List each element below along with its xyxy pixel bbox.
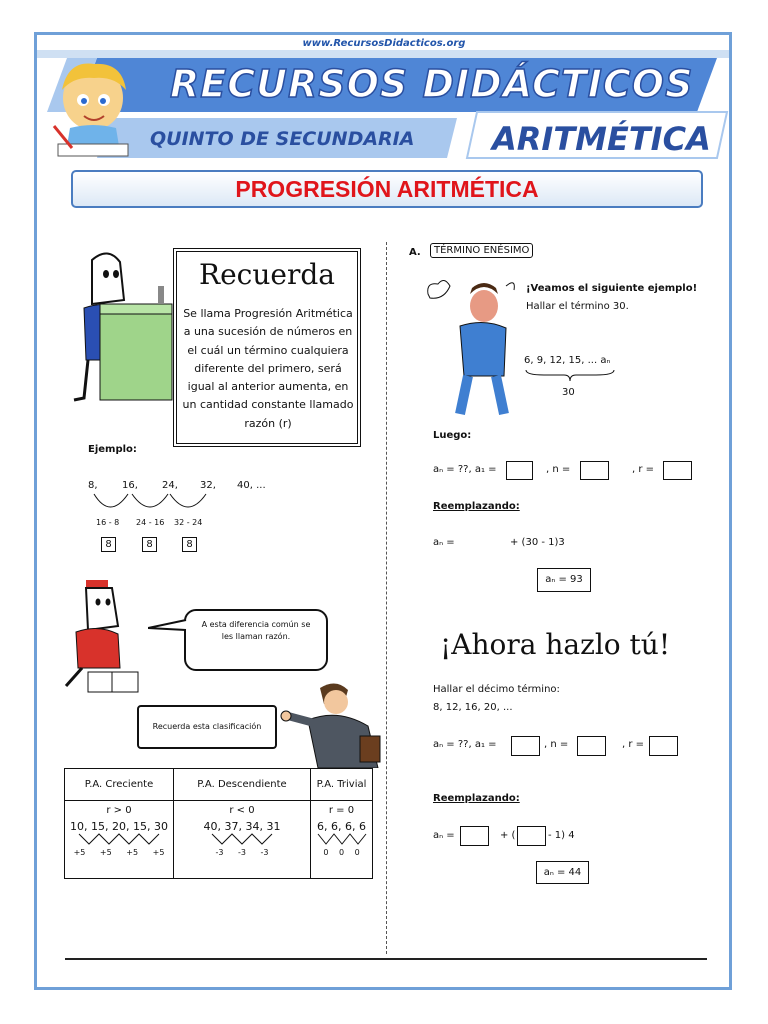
speech-bubble-clasificacion: Recuerda esta clasificación	[137, 705, 277, 749]
formula2-mid: + (	[500, 830, 516, 841]
task2-line1: Hallar el décimo término:	[433, 684, 560, 695]
seq-term: 8,	[88, 480, 98, 491]
formula1-right: + (30 - 1)3	[510, 537, 565, 548]
banner-title: RECURSOS DIDÁCTICOS	[170, 62, 694, 106]
n-answer-box-2[interactable]	[577, 736, 606, 756]
result2-box: aₙ = 44	[536, 861, 589, 884]
topic-banner	[71, 170, 703, 208]
condition-text: r = 0	[328, 805, 355, 816]
presenter-illustration	[62, 248, 174, 404]
site-url[interactable]: www.RecursosDidacticos.org	[302, 38, 466, 49]
seq-term: 32,	[200, 480, 216, 491]
step-values: +5 +5 +5 +5	[73, 848, 165, 857]
result1-box: aₙ = 93	[537, 568, 591, 592]
example-count: 30	[562, 387, 575, 398]
task2-n: , n =	[544, 739, 569, 750]
reemplazando-label: Reemplazando:	[433, 501, 520, 512]
recuerda-definition: Se llama Progresión Aritmética a una sucesión de números en el cuál un término cualquiera diferente del primero, será igual al anterior aumenta, en un cantidad constante llamado razón (r)	[182, 307, 354, 430]
bubble-tail	[148, 618, 188, 634]
brace	[524, 368, 616, 382]
topic-title: PROGRESIÓN ARITMÉTICA	[235, 176, 539, 202]
task2-line2: 8, 12, 16, 20, ...	[433, 702, 513, 713]
step-values: -3 -3 -3	[215, 848, 269, 857]
luego-an: aₙ = ??, a₁ =	[433, 464, 497, 475]
example-intro: ¡Veamos el siguiente ejemplo!	[526, 283, 698, 294]
table-header-trivial: P.A. Trivial	[311, 769, 373, 801]
table-cell-creciente	[65, 801, 174, 879]
formula1-left: aₙ =	[433, 537, 455, 548]
n-answer-box[interactable]	[580, 461, 609, 480]
column-divider	[386, 242, 388, 954]
section-title: TÉRMINO ENÉSIMO	[430, 243, 533, 258]
a1-answer-box-2[interactable]	[511, 736, 540, 756]
diff-expression: 32 - 24	[174, 518, 203, 527]
grade-label: QUINTO DE SECUNDARIA	[150, 128, 415, 150]
luego-label: Luego:	[433, 430, 472, 441]
subject-label: ARITMÉTICA	[492, 120, 711, 158]
luego-n: , n =	[546, 464, 571, 475]
difference-arcs	[88, 490, 218, 518]
task2-r: , r =	[622, 739, 645, 750]
diff-result: 8	[182, 537, 197, 552]
student-mascot-illustration	[48, 56, 138, 160]
diff-expression: 24 - 16	[136, 518, 165, 527]
task2-an: aₙ = ??, a₁ =	[433, 739, 497, 750]
footer-rule	[65, 958, 707, 960]
speech-bubble-razon: A esta diferencia común se les llaman razón.	[184, 609, 328, 671]
seq-term: 24,	[162, 480, 178, 491]
diff-result: 8	[142, 537, 157, 552]
sequence-text: 40, 37, 34, 31	[203, 820, 281, 833]
reemplazando-label-2: Reemplazando:	[433, 793, 520, 804]
section-letter: A.	[409, 247, 421, 258]
ejemplo-label: Ejemplo:	[88, 444, 137, 455]
bellhop-illustration	[62, 578, 142, 696]
table-header-creciente: P.A. Creciente	[65, 769, 174, 801]
recuerda-title: Recuerda	[199, 258, 335, 291]
seq-term: 16,	[122, 480, 138, 491]
formula2-left: aₙ =	[433, 830, 455, 841]
diff-expression: 16 - 8	[96, 518, 120, 527]
step-values: 0 0 0	[323, 848, 360, 857]
table-cell-descendiente	[174, 801, 311, 879]
example-task: Hallar el término 30.	[526, 301, 629, 312]
zigzag-arcs	[316, 833, 368, 845]
table-cell-trivial	[311, 801, 373, 879]
condition-text: r < 0	[229, 805, 255, 816]
sequence-text: 10, 15, 20, 15, 30	[70, 820, 168, 833]
sequence-text: 6, 6, 6, 6	[317, 820, 366, 833]
zigzag-arcs	[77, 833, 161, 845]
an-answer-box[interactable]	[460, 826, 489, 846]
condition-text: r > 0	[106, 805, 132, 816]
a1-answer-box[interactable]	[506, 461, 533, 480]
pointing-man-illustration	[278, 678, 384, 768]
diff-result: 8	[101, 537, 116, 552]
classification-table	[64, 768, 373, 879]
r-answer-box[interactable]	[663, 461, 692, 480]
seq-term: 40, ...	[237, 480, 266, 491]
luego-r: , r =	[632, 464, 655, 475]
angry-man-illustration	[424, 276, 520, 418]
r-answer-box-2[interactable]	[649, 736, 678, 756]
formula2-right: - 1) 4	[548, 830, 575, 841]
table-header-descendiente: P.A. Descendiente	[174, 769, 311, 801]
example-sequence: 6, 9, 12, 15, ... aₙ	[524, 355, 611, 366]
a1-formula-box[interactable]	[517, 826, 546, 846]
zigzag-arcs	[210, 833, 274, 845]
ahora-hazlo-tu-heading: ¡Ahora hazlo tú!	[440, 628, 671, 661]
